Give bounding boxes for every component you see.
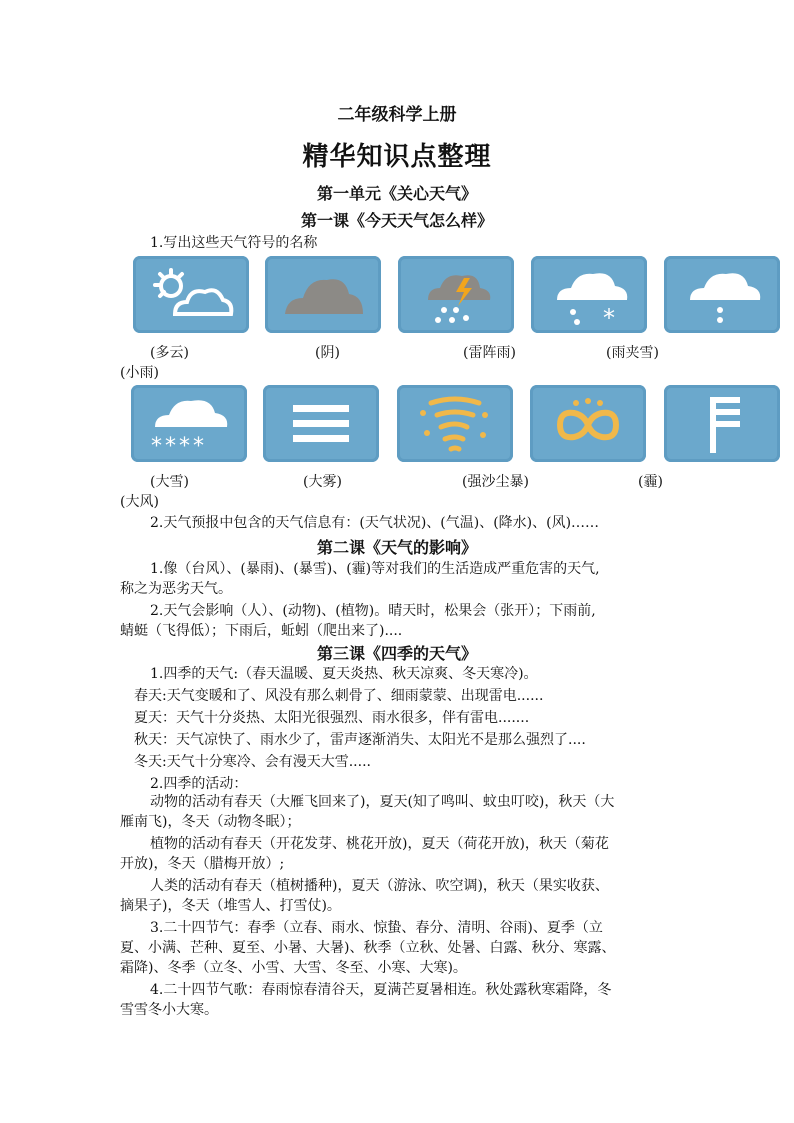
page-title: 精华知识点整理 bbox=[302, 142, 492, 172]
lesson3-line: 开放)，冬天（腊梅开放）; bbox=[120, 856, 285, 872]
caption-haze: (霾) bbox=[638, 474, 663, 490]
lesson3-line: 夏天：天气十分炎热、太阳光很强烈、雨水很多，伴有雷电....... bbox=[134, 710, 530, 726]
lesson3-line: 3.二十四节气：春季（立春、雨水、惊蛰、春分、清明、谷雨)、夏季（立 bbox=[150, 920, 603, 936]
caption-sleet: (雨夹雪) bbox=[606, 345, 659, 361]
caption-heavy-fog: (大雾) bbox=[303, 474, 342, 490]
lesson3-title: 第三课《四季的天气》 bbox=[316, 644, 477, 663]
lesson3-line: 动物的活动有春天（大雁飞回来了)，夏天(知了鸣叫、蚊虫叮咬)，秋天（大 bbox=[150, 794, 615, 810]
heavy-snow-icon bbox=[131, 385, 247, 462]
caption-heavy-snow: (大雪) bbox=[150, 474, 189, 490]
lesson2-title: 第二课《天气的影响》 bbox=[316, 538, 477, 557]
caption-partly-cloudy: (多云) bbox=[150, 345, 189, 361]
heavy-fog-icon bbox=[263, 385, 379, 462]
caption-overcast: (阴) bbox=[315, 345, 340, 361]
lesson2-p1b: 称之为恶劣天气。 bbox=[120, 581, 232, 597]
lesson3-line: 摘果子)，冬天（堆雪人、打雪仗)。 bbox=[120, 898, 341, 914]
sandstorm-icon bbox=[397, 385, 513, 462]
lesson3-line: 秋天：天气凉快了、雨水少了，雷声逐渐消失、太阳光不是那么强烈了.... bbox=[134, 732, 586, 748]
svg-text:*: * bbox=[603, 304, 615, 332]
thunderstorm-icon bbox=[398, 256, 514, 333]
lesson3-line: 夏、小满、芒种、夏至、小暑、大暑)、秋季（立秋、处暑、白露、秋分、寒露、 bbox=[120, 940, 616, 956]
caption-light-rain: (小雨) bbox=[120, 365, 159, 381]
grade-heading: 二年级科学上册 bbox=[337, 105, 457, 125]
lesson3-line: 2.四季的活动： bbox=[150, 776, 248, 792]
lesson3-line: 1.四季的天气:（春天温暖、夏天炎热、秋天凉爽、冬天寒冷)。 bbox=[150, 666, 538, 682]
question-1: 1.写出这些天气符号的名称 bbox=[150, 235, 318, 251]
lesson3-line: 雪雪冬小大寒。 bbox=[120, 1002, 218, 1018]
lesson2-p2b: 蜻蜓（飞得低）；下雨后，蚯蚓（爬出来了).... bbox=[120, 623, 403, 639]
overcast-icon bbox=[265, 256, 381, 333]
unit-title: 第一单元《关心天气》 bbox=[316, 184, 477, 203]
light-rain-icon bbox=[664, 256, 780, 333]
lesson2-p1a: 1.像（台风）、(暴雨)、(暴雪)、(霾)等对我们的生活造成严重危害的天气, bbox=[150, 561, 600, 577]
lesson3-line: 冬天:天气十分寒冷、会有漫天大雪..... bbox=[134, 754, 371, 770]
caption-strong-wind: (大风) bbox=[120, 494, 159, 510]
svg-text:****: **** bbox=[151, 434, 207, 459]
partly-cloudy-icon bbox=[133, 256, 249, 333]
lesson3-line: 4.二十四节气歌：春雨惊春清谷天，夏满芒夏暑相连。秋处露秋寒霜降，冬 bbox=[150, 982, 612, 998]
sleet-icon bbox=[531, 256, 647, 333]
strong-wind-icon bbox=[664, 385, 780, 462]
lesson1-title: 第一课《今天天气怎么样》 bbox=[300, 211, 493, 230]
caption-sandstorm: (强沙尘暴) bbox=[462, 474, 529, 490]
lesson3-line: 雁南飞)，冬天（动物冬眠）； bbox=[120, 814, 301, 830]
haze-icon bbox=[530, 385, 646, 462]
lesson3-line: 霜降)、冬季（立冬、小雪、大雪、冬至、小寒、大寒)。 bbox=[120, 960, 467, 976]
caption-thunderstorm: (雷阵雨) bbox=[463, 345, 516, 361]
lesson3-line: 植物的活动有春天（开花发芽、桃花开放)，夏天（荷花开放)，秋天（菊花 bbox=[150, 836, 609, 852]
lesson3-line: 春天:天气变暖和了、风没有那么刺骨了、细雨蒙蒙、出现雷电...... bbox=[134, 688, 544, 704]
question-2: 2.天气预报中包含的天气信息有：(天气状况)、(气温)、(降水)、(风)…… bbox=[150, 515, 600, 531]
lesson2-p2a: 2.天气会影响（人）、(动物)、(植物)。晴天时，松果会（张开）；下雨前, bbox=[150, 603, 596, 619]
lesson3-line: 人类的活动有春天（植树播种)，夏天（游泳、吹空调)，秋天（果实收获、 bbox=[150, 878, 609, 894]
